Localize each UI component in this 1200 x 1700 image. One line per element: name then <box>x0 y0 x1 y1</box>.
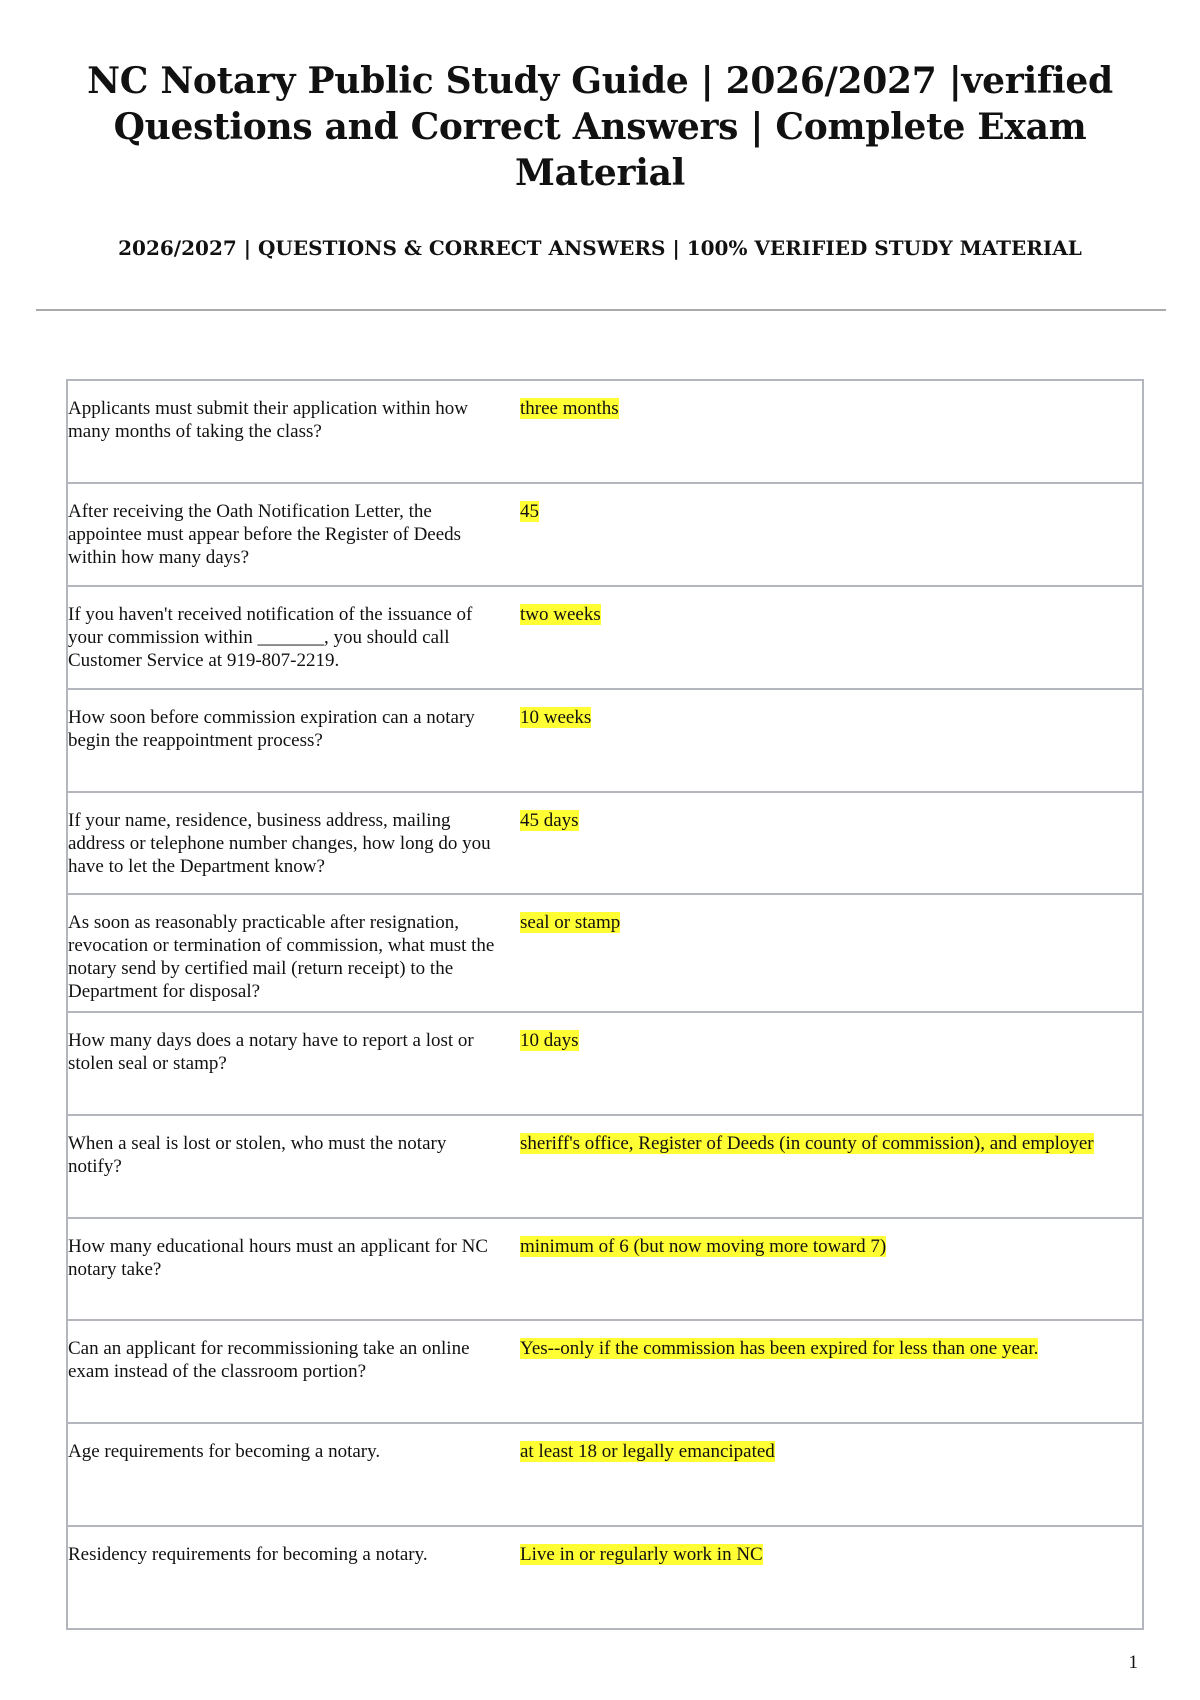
qa-row <box>67 1526 1143 1629</box>
document-subtitle: 2026/2027 | QUESTIONS & CORRECT ANSWERS | 100% VERIFIED STUDY MATERIAL <box>118 236 1082 260</box>
qa-row <box>67 1423 1143 1526</box>
question-cell: When a seal is lost or stolen, who must the notary notify? <box>67 1115 506 1218</box>
answer-cell <box>506 1012 1143 1115</box>
answer-cell <box>506 380 1143 483</box>
answer-highlight: 45 <box>520 501 539 522</box>
answer-cell <box>506 1115 1143 1218</box>
qa-row <box>67 1218 1143 1320</box>
answer-cell <box>506 1423 1143 1526</box>
answer-highlight: seal or stamp <box>520 912 621 933</box>
question-cell: How many days does a notary have to report a lost or stolen seal or stamp? <box>67 1012 506 1115</box>
question-cell: If your name, residence, business address, mailing address or telephone number changes, how long do you have to let the Department know? <box>67 792 506 894</box>
page-number: 1 <box>1128 1652 1138 1673</box>
answer-cell <box>506 792 1143 894</box>
qa-table <box>66 379 1144 1630</box>
qa-row <box>67 586 1143 689</box>
qa-row <box>67 894 1143 1012</box>
answer-cell <box>506 586 1143 689</box>
qa-row <box>67 1115 1143 1218</box>
qa-row <box>67 792 1143 894</box>
question-cell: Age requirements for becoming a notary. <box>67 1423 506 1526</box>
answer-highlight: 10 days <box>520 1030 579 1051</box>
question-cell: After receiving the Oath Notification Letter, the appointee must appear before the Register of Deeds within how many days? <box>67 483 506 586</box>
document-title: NC Notary Public Study Guide | 2026/2027 |verified Questions and Correct Answers | Complete Exam Material <box>87 60 1113 194</box>
header-divider <box>36 309 1166 311</box>
question-cell: As soon as reasonably practicable after resignation, revocation or termination of commission, what must the notary send by certified mail (return receipt) to the Department for disposal? <box>67 894 506 1012</box>
question-cell: If you haven't received notification of the issuance of your commission within _______, you should call Customer Service at 919-807-2219. <box>67 586 506 689</box>
question-cell: Residency requirements for becoming a notary. <box>67 1526 506 1629</box>
answer-highlight: 45 days <box>520 810 579 831</box>
answer-highlight: two weeks <box>520 604 601 625</box>
answer-highlight: at least 18 or legally emancipated <box>520 1441 775 1462</box>
answer-cell <box>506 1320 1143 1423</box>
answer-cell <box>506 894 1143 1012</box>
question-cell: How soon before commission expiration can a notary begin the reappointment process? <box>67 689 506 792</box>
answer-cell <box>506 1218 1143 1320</box>
qa-row <box>67 1012 1143 1115</box>
qa-row <box>67 483 1143 586</box>
answer-cell <box>506 689 1143 792</box>
question-cell: Applicants must submit their application within how many months of taking the class? <box>68 398 469 442</box>
qa-row <box>67 689 1143 792</box>
question-cell: Can an applicant for recommissioning take an online exam instead of the classroom portion? <box>67 1320 506 1423</box>
question-cell: How many educational hours must an applicant for NC notary take? <box>67 1218 506 1320</box>
answer-cell <box>506 483 1143 586</box>
answer-highlight: minimum of 6 (but now moving more toward 7) <box>520 1236 887 1257</box>
qa-row <box>67 380 1143 483</box>
answer-cell <box>506 1526 1143 1629</box>
answer-highlight: Live in or regularly work in NC <box>520 1544 763 1565</box>
answer-highlight: Yes--only if the commission has been expired for less than one year. <box>520 1338 1039 1359</box>
answer-highlight: three months <box>520 398 619 419</box>
answer-highlight: sheriff's office, Register of Deeds (in county of commission), and employer <box>520 1133 1094 1154</box>
answer-highlight: 10 weeks <box>520 707 592 728</box>
qa-row <box>67 1320 1143 1423</box>
